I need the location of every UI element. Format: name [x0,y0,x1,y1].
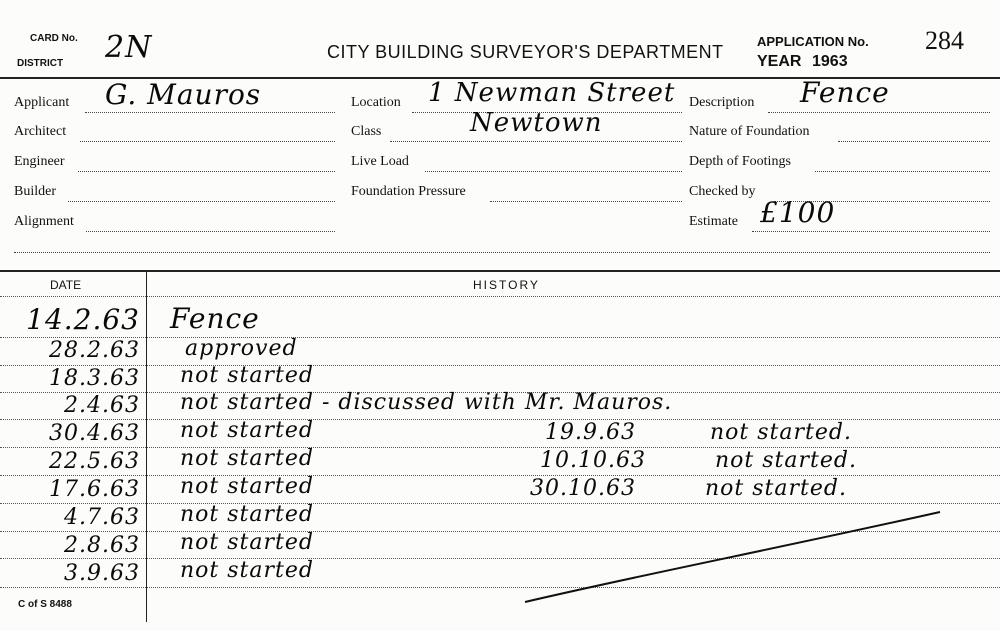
history-top-rule [0,270,1000,272]
checked-by-label: Checked by [689,184,756,199]
history-rule [0,365,1000,366]
history-extra-entry: not started. [705,476,847,501]
history-entry: not started [180,558,314,583]
history-entry: not started [180,418,314,443]
architect-label: Architect [14,124,67,139]
applicant-value: G. Mauros [105,78,262,111]
history-entry: Fence [170,302,260,335]
depth-line [815,171,990,172]
history-extra-date: 19.9.63 [545,420,636,445]
estimate-value: £100 [760,196,836,229]
history-extra-date: 30.10.63 [530,476,636,501]
history-date: 28.2.63 [49,338,140,363]
history-rule [0,475,1000,476]
history-date: 14.2.63 [26,303,140,336]
location-value: 1 Newman Street [428,78,676,108]
history-date: 3.9.63 [64,561,140,586]
description-line [768,112,990,113]
application-number: 284 [925,26,964,55]
card-title: CITY BUILDING SURVEYOR'S DEPARTMENT [327,42,724,62]
nature-label: Nature of Foundation [689,124,810,139]
extra-line [14,252,990,253]
builder-label: Builder [14,184,56,199]
foundation-pressure-line [490,201,682,202]
history-entry: not started [180,530,314,555]
district-label: DISTRICT [17,58,64,69]
class-value: Newtown [470,108,603,138]
closing-stroke [520,505,950,610]
history-entry: approved [185,336,298,361]
year-value: 1963 [812,53,848,70]
history-entry: not started [180,502,314,527]
history-header: HISTORY [473,278,540,292]
alignment-line [86,231,335,232]
description-value: Fence [800,76,890,109]
foundation-pressure-label: Foundation Pressure [351,184,466,199]
history-date: 2.8.63 [64,533,140,558]
nature-line [838,141,990,142]
history-rule [0,296,1000,297]
history-entry: not started [180,474,314,499]
history-extra-entry: not started. [710,420,852,445]
history-date: 4.7.63 [64,505,140,530]
live-load-line [425,171,682,172]
engineer-label: Engineer [14,154,65,169]
location-label: Location [351,95,401,110]
history-extra-date: 10.10.63 [540,448,646,473]
history-entry: not started - discussed with Mr. Mauros. [180,390,673,415]
builder-line [68,201,335,202]
depth-label: Depth of Footings [689,154,791,169]
engineer-line [78,171,335,172]
history-date: 22.5.63 [49,449,140,474]
alignment-label: Alignment [14,214,74,229]
history-rule [0,337,1000,338]
card-no-value: 2N [105,30,153,65]
live-load-label: Live Load [351,154,409,169]
history-date: 30.4.63 [49,421,140,446]
history-date: 2.4.63 [64,393,140,418]
year-label: YEAR [757,53,802,70]
history-date: 18.3.63 [49,366,140,391]
history-date: 17.6.63 [49,477,140,502]
history-rule [0,503,1000,504]
history-entry: not started [180,363,314,388]
card-no-label: CARD No. [30,33,78,44]
estimate-line [752,231,990,232]
date-header: DATE [50,278,82,292]
estimate-label: Estimate [689,214,738,229]
history-extra-entry: not started. [715,448,857,473]
application-label: APPLICATION No. [757,34,869,49]
description-label: Description [689,95,755,110]
applicant-label: Applicant [14,95,70,110]
form-code: C of S 8488 [18,599,72,610]
history-entry: not started [180,446,314,471]
class-label: Class [351,124,382,139]
class-line [390,141,682,142]
applicant-line [85,112,335,113]
architect-line [80,141,335,142]
